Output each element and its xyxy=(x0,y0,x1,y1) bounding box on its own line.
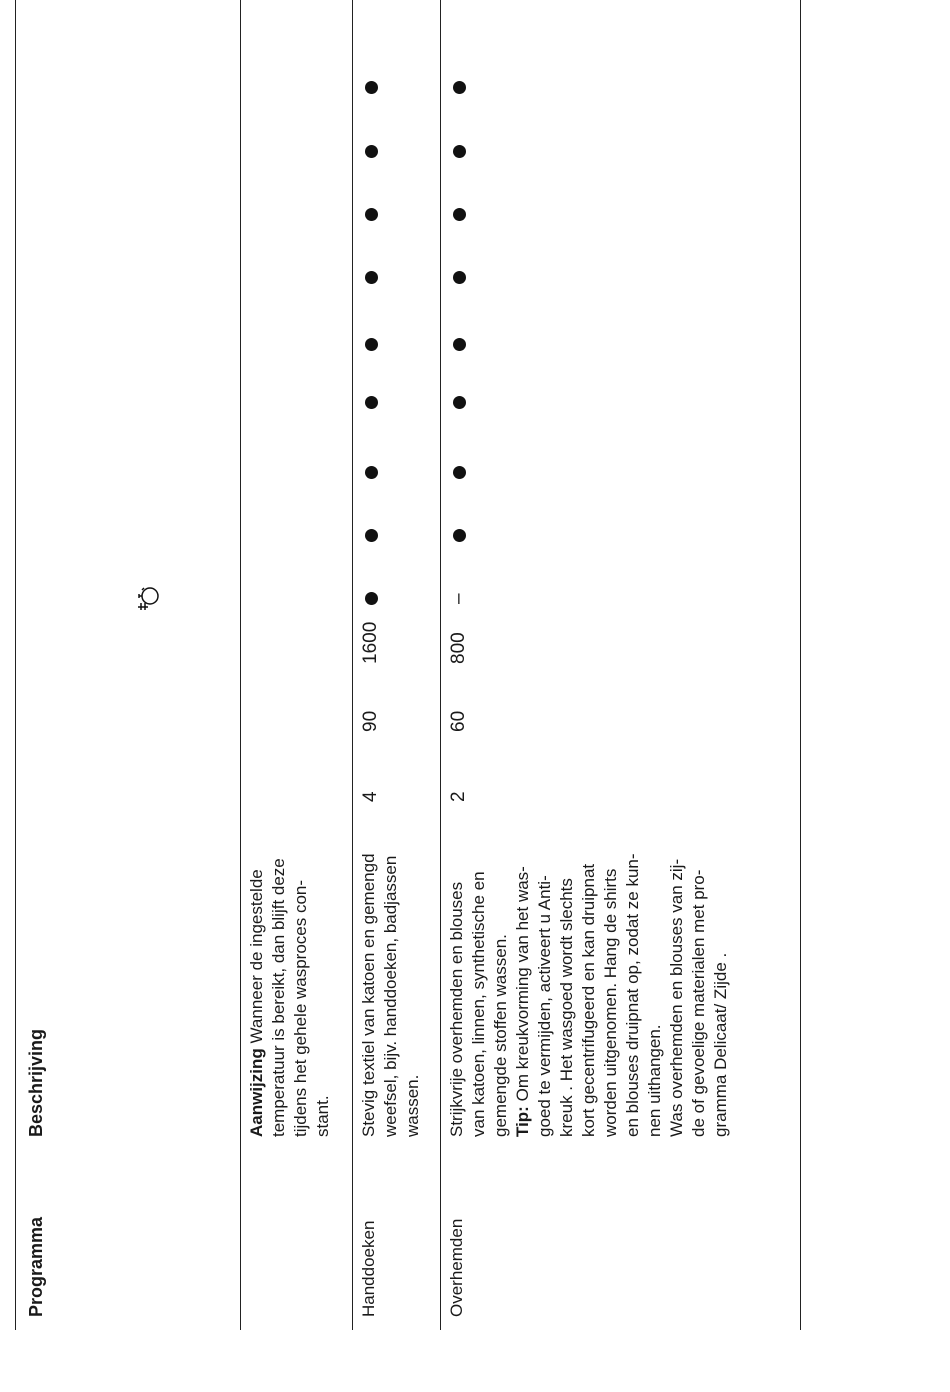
option-dot xyxy=(453,396,466,409)
option-dot xyxy=(453,466,466,479)
header-description: Beschrijving xyxy=(26,1028,46,1137)
option-dot xyxy=(365,271,378,284)
quick-option-dot xyxy=(365,592,378,605)
option-dot xyxy=(453,145,466,158)
row-rule-2 xyxy=(440,0,441,1330)
option-dot xyxy=(365,529,378,542)
max-temperature: 60 xyxy=(448,710,469,732)
option-dot xyxy=(453,271,466,284)
option-dot xyxy=(365,338,378,351)
note-row-description xyxy=(246,687,334,1137)
option-dot xyxy=(453,338,466,351)
option-dot xyxy=(453,529,466,542)
option-dot xyxy=(365,396,378,409)
note-line: tijdens het gehele wasproces con- xyxy=(291,879,310,1137)
header-rule xyxy=(240,0,241,1330)
option-dot xyxy=(365,466,378,479)
note-line: stant. xyxy=(313,1095,332,1137)
max-temperature: 90 xyxy=(360,710,381,732)
option-dot xyxy=(453,208,466,221)
option-dot xyxy=(365,81,378,94)
program-name: Overhemden xyxy=(447,1218,466,1317)
program-description: Strijkvrije overhemden en blouses van katoen, linnen, synthetische en gemengde stoffen wassen. Tip: Om kreukvorming van het was- goed te vermijden, activeert u Anti- kreuk . Het wasgoed wordt slechts kort gecentrifugeerd en kan druipnat worden uitgenomen. Hang de shirts en blouses druipnat op, zodat ze kun- nen uithangen. Was overhemden en blouses van zij- de of gevoelige materialen met pro- gramma Delicaat/ Zijde . xyxy=(447,853,730,1137)
tip-label: Tip: xyxy=(513,1106,532,1137)
option-dot xyxy=(453,81,466,94)
note-line: Wanneer de ingestelde xyxy=(247,869,266,1044)
option-dot xyxy=(365,208,378,221)
quick-timer-icon xyxy=(135,586,161,612)
note-line: temperatuur is bereikt, dan blijft deze xyxy=(269,858,288,1137)
table-top-rule xyxy=(15,0,16,1330)
option-dot xyxy=(365,145,378,158)
max-load: 4 xyxy=(360,791,381,802)
note-label: Aanwijzing xyxy=(247,1048,266,1137)
max-load: 2 xyxy=(448,791,469,802)
row-rule-1 xyxy=(352,0,353,1330)
program-name: Handdoeken xyxy=(359,1220,378,1317)
header-program: Programma xyxy=(26,1216,46,1317)
table-bottom-rule xyxy=(800,0,801,1330)
max-spin: 1600 xyxy=(360,621,381,664)
program-description: Stevig textiel van katoen en gemengd weefsel, bijv. handdoeken, badjassen wassen. xyxy=(359,853,422,1137)
max-spin: 800 xyxy=(448,632,469,664)
quick-option-dash: – xyxy=(448,593,469,604)
